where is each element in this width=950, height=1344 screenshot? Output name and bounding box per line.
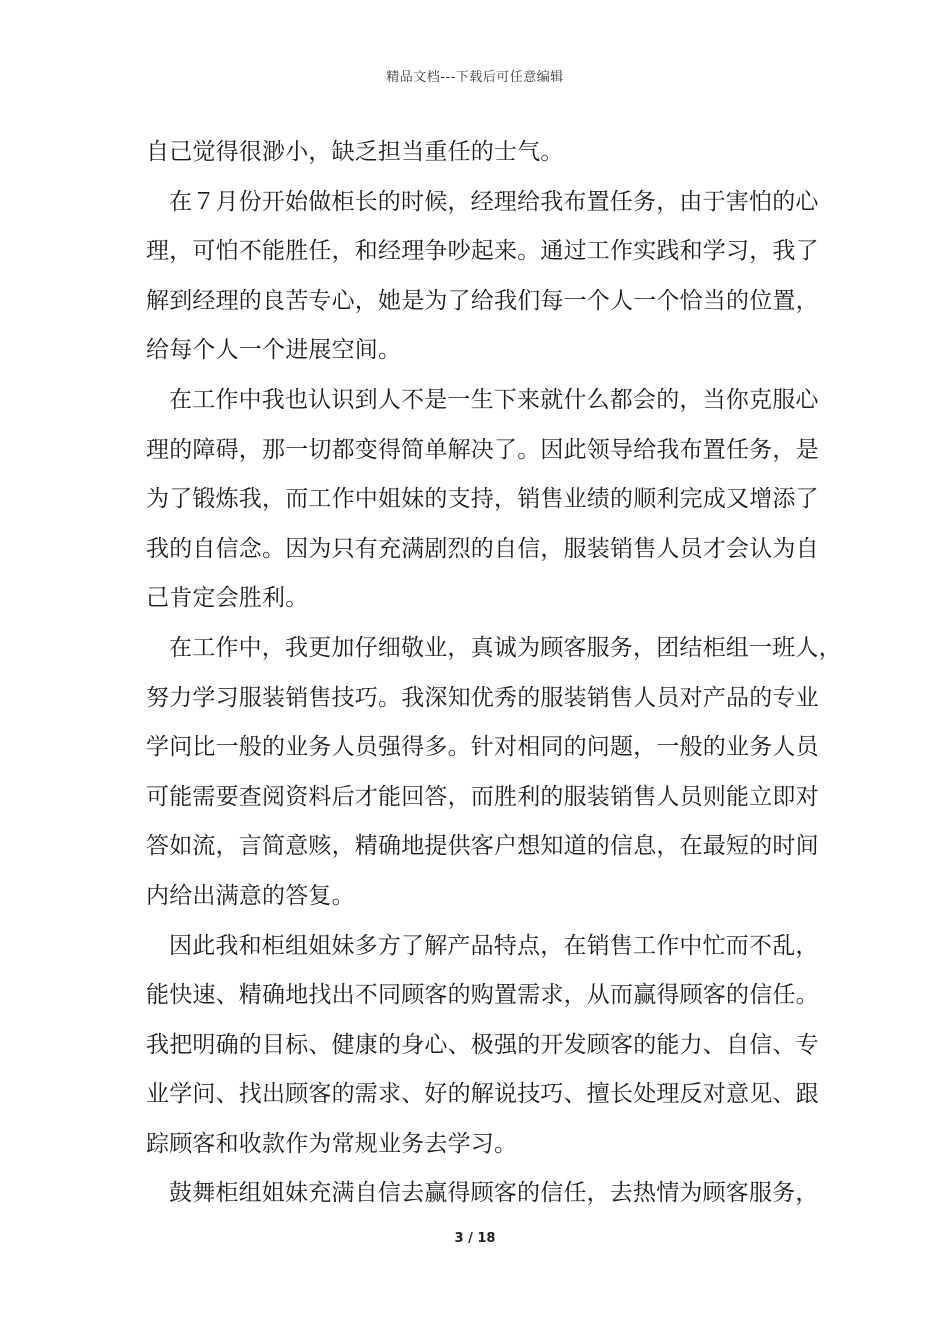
text-line: 能快速、精确地找出不同顾客的购置需求，从而赢得顾客的信任。 bbox=[146, 982, 819, 1009]
text-line: 理，可怕不能胜任，和经理争吵起来。通过工作实践和学习，我了 bbox=[146, 238, 819, 265]
text-line: 给每个人一个进展空间。 bbox=[146, 337, 402, 364]
text-line: 己肯定会胜利。 bbox=[146, 585, 309, 612]
text-line: 踪顾客和收款作为常规业务去学习。 bbox=[146, 1130, 518, 1157]
text-line: 内给出满意的答复。 bbox=[146, 882, 355, 909]
page-number: 3 / 18 bbox=[454, 1231, 496, 1246]
text-line: 鼓舞柜组姐妹充满自信去赢得顾客的信任，去热情为顾客服务， bbox=[169, 1180, 819, 1207]
page-header: 精品文档---下载后可任意编辑 bbox=[386, 70, 564, 85]
text-line: 在７月份开始做柜长的时候，经理给我布置任务，由于害怕的心 bbox=[169, 188, 819, 215]
text-line: 努力学习服装销售技巧。我深知优秀的服装销售人员对产品的专业 bbox=[146, 684, 819, 711]
text-line: 自己觉得很渺小，缺乏担当重任的士气。 bbox=[146, 139, 564, 165]
text-line: 理的障碍，那一切都变得简单解决了。因此领导给我布置任务，是 bbox=[146, 436, 819, 463]
document-body bbox=[146, 128, 842, 1219]
text-line: 可能需要查阅资料后才能回答，而胜利的服装销售人员则能立即对 bbox=[146, 783, 819, 810]
text-line: 我把明确的目标、健康的身心、极强的开发顾客的能力、自信、专 bbox=[146, 1031, 819, 1058]
text-line: 答如流，言简意赅，精确地提供客户想知道的信息，在最短的时间 bbox=[146, 833, 819, 860]
text-line: 在工作中我也认识到人不是一生下来就什么都会的，当你克服心 bbox=[169, 386, 819, 413]
text-line: 业学问、找出顾客的需求、好的解说技巧、擅长处理反对意见、跟 bbox=[146, 1081, 819, 1108]
text-line: 解到经理的良苦专心，她是为了给我们每一个人一个恰当的位置， bbox=[146, 287, 819, 314]
text-line: 学问比一般的业务人员强得多。针对相同的问题，一般的业务人员 bbox=[146, 734, 819, 761]
text-line: 在工作中，我更加仔细敬业，真诚为顾客服务，团结柜组一班人， bbox=[169, 634, 842, 661]
text-line: 我的自信念。因为只有充满剧烈的自信，服装销售人员才会认为自 bbox=[146, 535, 819, 562]
text-line: 因此我和柜组姐妹多方了解产品特点，在销售工作中忙而不乱， bbox=[169, 932, 819, 959]
text-line: 为了锻炼我，而工作中姐妹的支持，销售业绩的顺利完成又增添了 bbox=[146, 486, 819, 513]
